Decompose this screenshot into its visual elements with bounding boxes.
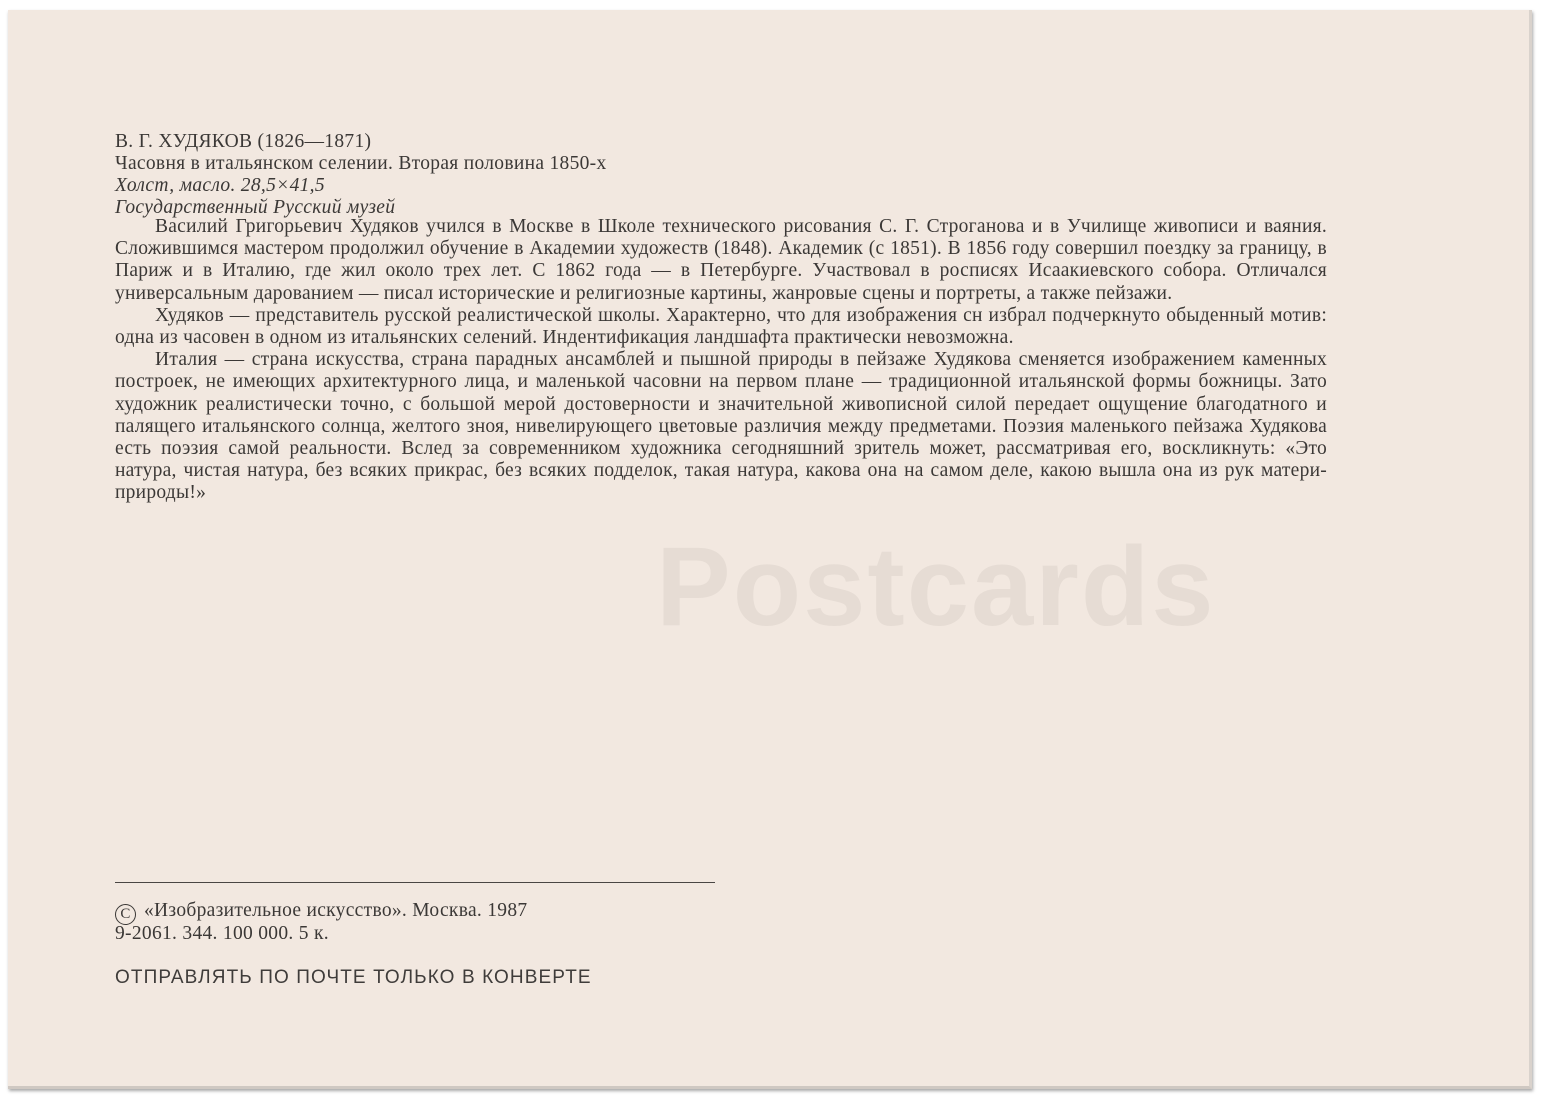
painting-title: Часовня в итальянском селении. Вторая половина 1850-х — [115, 153, 607, 174]
museum-name: Государственный Русский музей — [115, 197, 396, 218]
publisher-line — [115, 900, 527, 925]
author-heading — [115, 131, 371, 153]
painting-medium: Холст, масло. 28,5×41,5 — [115, 175, 325, 196]
description-paragraph: Италия — страна искусства, страна парадных ансамблей и пышной природы в пейзаже Худякова сменяется изображением каменных построек, не имеющих архитектурного лица, и маленькой часовни на первом плане — традиционной итальянской формы божницы. Зато художник реалистически точно, с большой мерой достоверности и значительной живописной силой передает ощущение благодатного и палящего итальянского солнца, желтого зноя, нивелирующего цветовые различия между предметами. Поэзия маленького пейзажа Худякова есть поэзия самой реальности. Вслед за современником художника сегодняшний зритель может, рассматривая его, воскликнуть: «Это натура, чистая натура, без всяких прикрас, без всяких подделок, такая натура, какова она на самом деле, какою вышла она из рук матери-природы!» — [115, 349, 1327, 504]
author-name: В. Г. ХУДЯКОВ — [115, 131, 253, 152]
author-years: (1826—1871) — [257, 131, 372, 152]
description-paragraph: Василий Григорьевич Худяков учился в Москве в Школе технического рисования С. Г. Строганова и в Училище живописи и ваяния. Сложившимся мастером продолжил обучение в Академии художеств (1848). Академик (с 1851). В 1856 году совершил поездку за границу, в Париж и в Италию, где жил около трех лет. С 1862 года — в Петербурге. Участвовал в росписях Исаакиевского собора. Отличался универсальным дарованием — писал исторические и религиозные картины, жанровые сцены и портреты, а также пейзажи. — [115, 216, 1327, 304]
watermark: Postcards — [656, 524, 1216, 649]
mail-notice: ОТПРАВЛЯТЬ ПО ПОЧТЕ ТОЛЬКО В КОНВЕРТЕ — [115, 967, 592, 988]
publisher-text: «Изобразительное искусство». Москва. 1987 — [144, 900, 528, 921]
print-code: 9-2061. 344. 100 000. 5 к. — [115, 923, 329, 944]
description-paragraph: Худяков — представитель русской реалистической школы. Характерно, что для изображения сн избрал подчеркнуто обыденный мотив: одна из часовен в одном из итальянских селений. Индентификация ландшафта практически невозможна. — [115, 304, 1327, 349]
description-text — [115, 216, 1327, 505]
footer-divider — [115, 882, 715, 883]
postcard-back — [8, 10, 1532, 1089]
copyright-icon: C — [115, 904, 136, 925]
